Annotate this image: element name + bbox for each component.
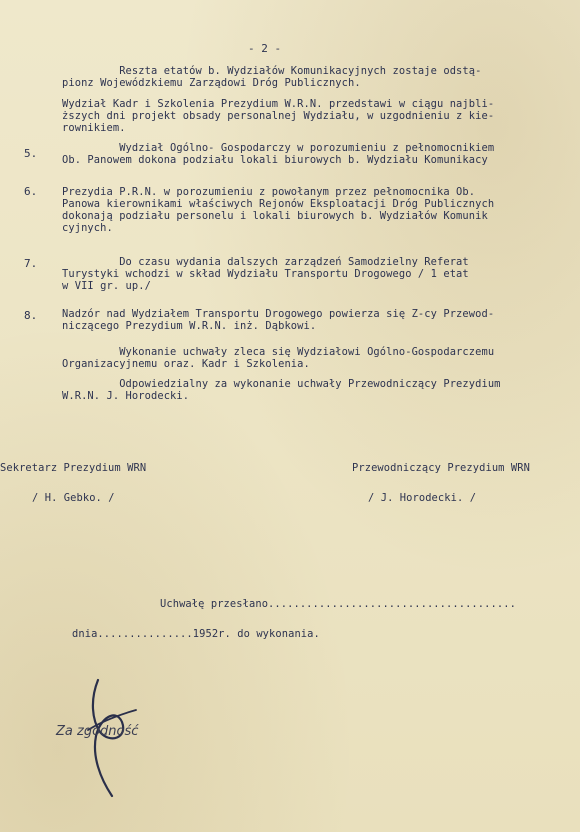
signature-title-right: Przewodniczący Prezydium WRN <box>352 462 530 474</box>
text-line: W.R.N. J. Horodecki. <box>62 390 190 402</box>
text-line: cyjnych. <box>62 222 113 234</box>
text-line: dokonają podziału personelu i lokali biurowych b. Wydziałów Komunik <box>62 210 488 222</box>
text-line: Panowa kierownikami właściwych Rejonów Eksploatacji Dróg Publicznych <box>62 198 495 210</box>
text-line: Wydział Kadr i Szkolenia Prezydium W.R.N. przedstawi w ciągu najbli- <box>62 98 495 110</box>
text-line: Reszta etatów b. Wydziałów Komunikacyjnych zostaje odstą- <box>62 65 482 77</box>
text-line: Wydział Ogólno- Gospodarczy w porozumieniu z pełnomocnikiem <box>62 142 495 154</box>
page-number: - 2 - <box>248 42 282 55</box>
text-line: Wykonanie uchwały zleca się Wydziałowi Ogólno-Gospodarczemu <box>62 346 495 358</box>
text-line: pionz Wojewódzkiemu Zarządowi Dróg Publicznych. <box>62 77 361 89</box>
text-line: Turystyki wchodzi w skład Wydziału Transportu Drogowego / 1 etat <box>62 268 469 280</box>
item-number: 7. <box>24 257 38 270</box>
text-line: niczącego Prezydium W.R.N. inż. Dąbkowi. <box>62 320 317 332</box>
date-line: dnia...............1952r. do wykonania. <box>72 628 320 640</box>
text-line: Prezydia P.R.N. w porozumieniu z powołanym przez pełnomocnika Ob. <box>62 186 476 198</box>
text-line: ższych dni projekt obsady personalnej Wydziału, w uzgodnieniu z kie- <box>62 110 495 122</box>
signature-name-right: / J. Horodecki. / <box>368 492 477 504</box>
text-line: Ob. Panowem dokona podziału lokali biurowych b. Wydziału Komunikacy <box>62 154 488 166</box>
sent-line: Uchwałę przesłano....................................... <box>160 598 516 610</box>
signature-name-left: / H. Gebko. / <box>32 492 115 504</box>
handwritten-note: Za zgodność <box>56 724 139 739</box>
signature-title-left: Sekretarz Prezydium WRN <box>0 462 147 474</box>
text-line: Odpowiedzialny za wykonanie uchwały Przewodniczący Prezydium <box>62 378 501 390</box>
text-line: Organizacyjnemu oraz. Kadr i Szkolenia. <box>62 358 310 370</box>
text-line: Do czasu wydania dalszych zarządzeń Samodzielny Referat <box>62 256 469 268</box>
text-line: w VII gr. up./ <box>62 280 151 292</box>
text-line: Nadzór nad Wydziałem Transportu Drogowego powierza się Z-cy Przewod- <box>62 308 495 320</box>
item-number: 8. <box>24 309 38 322</box>
text-line: rownikiem. <box>62 122 126 134</box>
item-number: 5. <box>24 147 38 160</box>
item-number: 6. <box>24 185 38 198</box>
